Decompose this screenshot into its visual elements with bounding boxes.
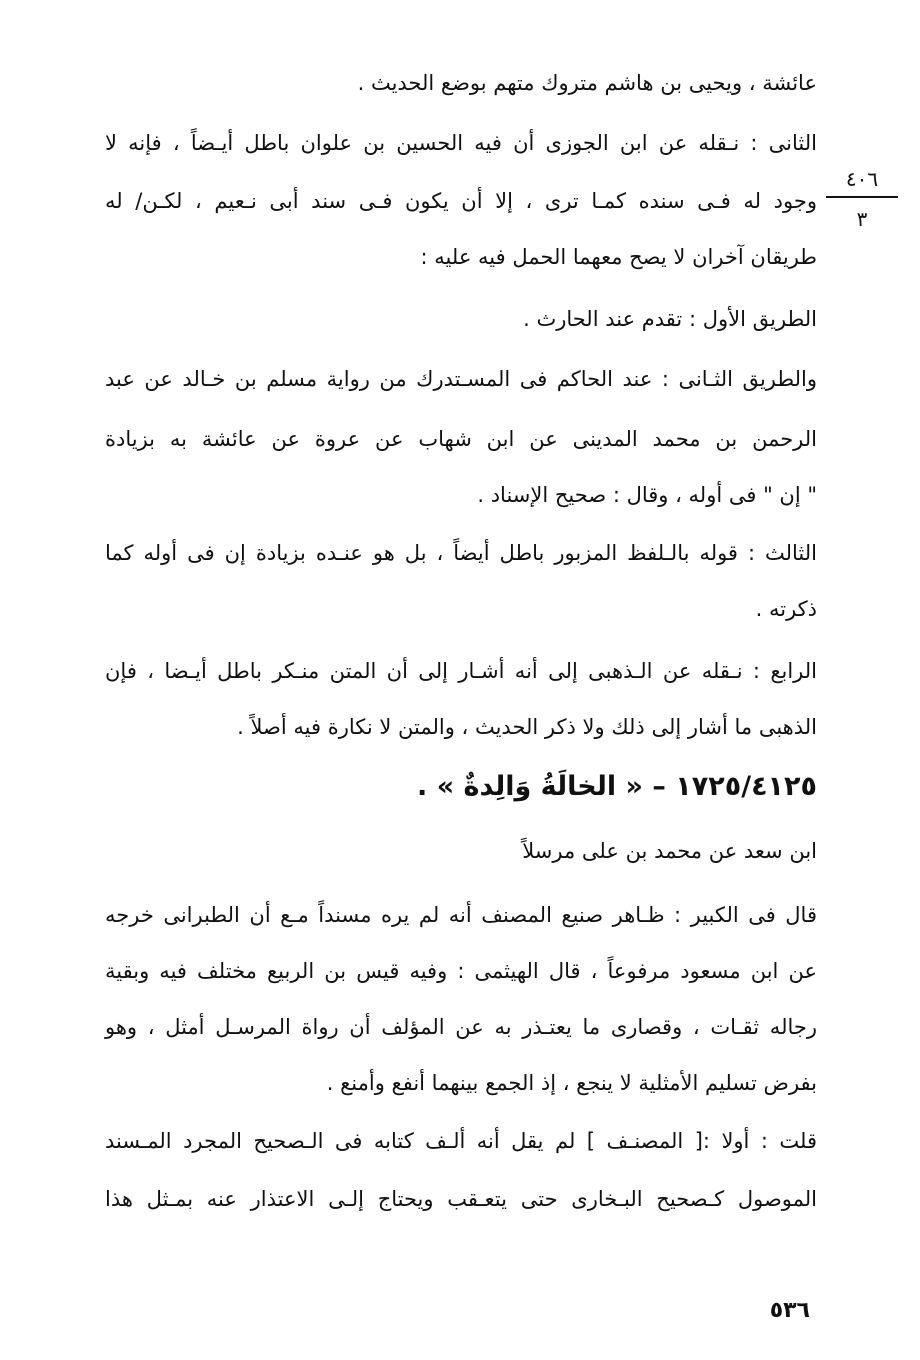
text-line-18: بفرض تسليم الأمثلية لا ينجع ، إذ الجمع بينهما أنفع وأمنع . [326, 1071, 817, 1095]
text-line-6: والطريق الثـانى : عند الحاكم فى المسـتدرك من رواية مسلم بن خـالد عن عبد [105, 367, 817, 391]
margin-note-divider [826, 196, 898, 198]
text-line-8: " إن " فى أوله ، وقال : صحيح الإسناد . [477, 483, 817, 507]
margin-note-top: ٤٠٦ [845, 167, 879, 191]
text-line-16: عن ابن مسعود مرفوعاً ، قال الهيثمى : وفيه قيس بن الربيع مختلف فيه وبقية [105, 959, 817, 983]
text-line-5: الطريق الأول : تقدم عند الحارث . [523, 307, 817, 331]
text-line-10: ذكرته . [755, 597, 817, 621]
text-line-17: رجاله ثقـات ، وقصارى ما يعتـذر به عن المؤلف أن رواة المرسـل أمثل ، وهو [105, 1015, 817, 1039]
text-line-2: الثانى : نـقله عن ابن الجوزى أن فيه الحسين بن علوان باطل أيـضاً ، فإنه لا [105, 131, 817, 155]
margin-note-bottom: ٣ [856, 207, 868, 231]
text-line-19: قلت : أولا :[ المصنـف ] لم يقل أنه ألـف كتابه فى الـصحيح المجرد المـسند [105, 1129, 817, 1153]
page-number: ٥٣٦ [769, 1298, 810, 1323]
text-line-11: الرابع : نـقله عن الـذهبى إلى أنه أشـار إلى أن المتن منـكر باطل أيـضا ، فإن [105, 659, 817, 683]
hadith-heading: ١٧٢٥/٤١٢٥ – « الخالَةُ وَالِدةٌ » . [417, 771, 817, 802]
text-line-14: ابن سعد عن محمد بن على مرسلاً [522, 839, 817, 863]
text-line-7: الرحمن بن محمد المدينى عن ابن شهاب عن عروة عن عائشة به بزيادة [105, 427, 817, 451]
text-line-1: عائشة ، ويحيى بن هاشم متروك متهم بوضع الحديث . [357, 71, 817, 95]
text-line-9: الثالث : قوله بالـلفظ المزبور باطل أيضاً ، بل هو عنـده بزيادة إن فى أوله كما [105, 541, 817, 565]
text-line-20: الموصول كـصحيح البـخارى حتى يتعـقب ويحتاج إلـى الاعتذار عنه بمـثل هذا [105, 1187, 817, 1211]
text-line-4: طريقان آخران لا يصح معهما الحمل فيه عليه : [420, 245, 817, 269]
text-line-15: قال فى الكبير : ظـاهر صنيع المصنف أنه لم يره مسنداً مـع أن الطبرانى خرجه [105, 903, 817, 927]
text-line-12: الذهبى ما أشار إلى ذلك ولا ذكر الحديث ، والمتن لا نكارة فيه أصلاً . [237, 715, 817, 739]
text-line-3: وجود له فـى سنده كمـا ترى ، إلا أن يكون فـى سند أبى نـعيم ، لكـن/ له [105, 189, 817, 213]
